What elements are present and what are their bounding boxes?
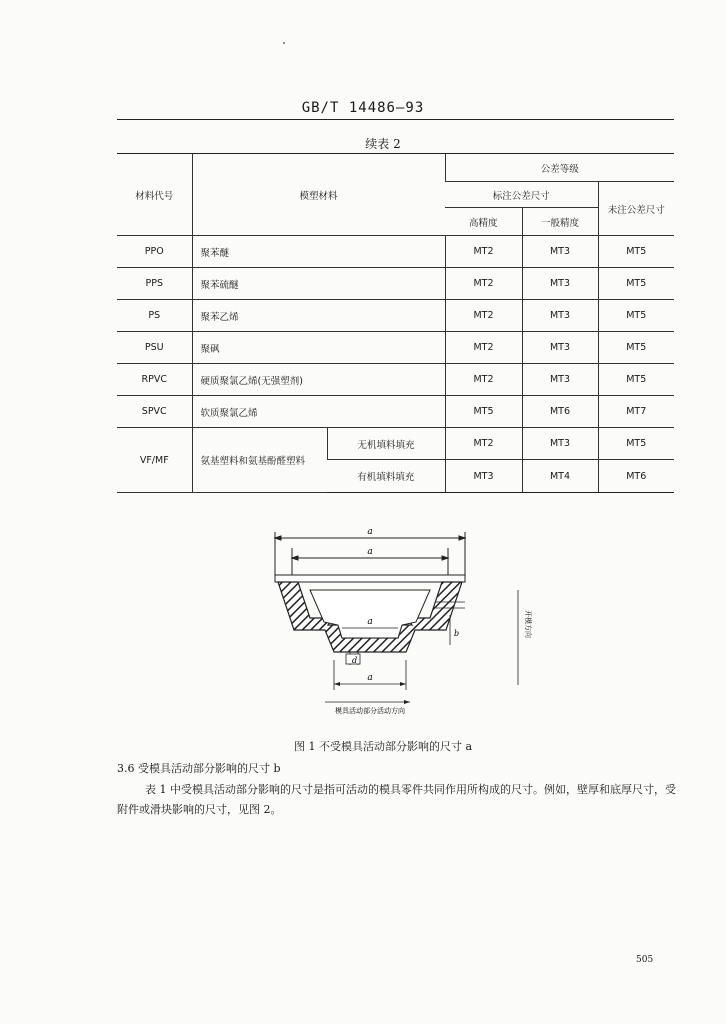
dim-a-inner: a: [367, 617, 373, 627]
header-rule: [117, 119, 674, 120]
table-row: 有机填料填充 MT3 MT4 MT6: [117, 460, 674, 493]
header-high-precision: 高精度: [445, 208, 522, 236]
table-row: RPVC 硬质聚氯乙烯(无强塑剂) MT2 MT3 MT5: [117, 364, 674, 396]
figure-caption: 图 1 不受模具活动部分影响的尺寸 a: [293, 740, 473, 753]
dim-d: d: [352, 656, 358, 665]
dim-a-bottom: a: [367, 673, 373, 683]
mold-part-drawing: [250, 520, 550, 720]
header-general-precision: 一般精度: [522, 208, 598, 236]
table-row: PSU 聚砜 MT2 MT3 MT5: [117, 332, 674, 364]
standard-code: GB/T 14486—93: [301, 100, 425, 116]
mold-open-direction-label: 开模方向: [524, 610, 532, 638]
header-marked-tolerance: 标注公差尺寸: [445, 182, 598, 208]
header-material-code: 材料代号: [117, 154, 192, 236]
table-row: SPVC 软质聚氯乙烯 MT5 MT6 MT7: [117, 396, 674, 428]
table-row: PS 聚苯乙烯 MT2 MT3 MT5: [117, 300, 674, 332]
header-tolerance-grade: 公差等级: [445, 154, 674, 182]
table-row: PPS 聚苯硫醚 MT2 MT3 MT5: [117, 268, 674, 300]
figure-1: [250, 520, 550, 724]
table-caption: 续表 2: [365, 137, 401, 151]
dim-b: b: [454, 629, 460, 638]
table-row: VF/MF 氨基塑料和氨基酚醛塑料 无机填料填充 MT2 MT3 MT5: [117, 428, 674, 460]
scan-speck: [283, 42, 285, 44]
header-material-name: 模塑材料: [192, 154, 445, 236]
dim-a-mid: a: [367, 547, 373, 557]
dim-a-top: a: [367, 527, 373, 537]
header-unmarked-tolerance: 未注公差尺寸: [598, 182, 674, 236]
moving-part-direction-label: 模具活动部分活动方向: [335, 707, 405, 715]
page-number: 505: [636, 955, 654, 965]
tolerance-table: [117, 153, 674, 493]
clause-heading: 3.6 受模具活动部分影响的尺寸 b: [117, 762, 281, 775]
table-row: PPO 聚苯醚 MT2 MT3 MT5: [117, 236, 674, 268]
body-paragraph: 表 1 中受模具活动部分影响的尺寸是指可活动的模具零件共同作用所构成的尺寸。例如，壁厚和底厚尺寸，受附件或滑块影响的尺寸，见图 2。: [117, 783, 676, 816]
